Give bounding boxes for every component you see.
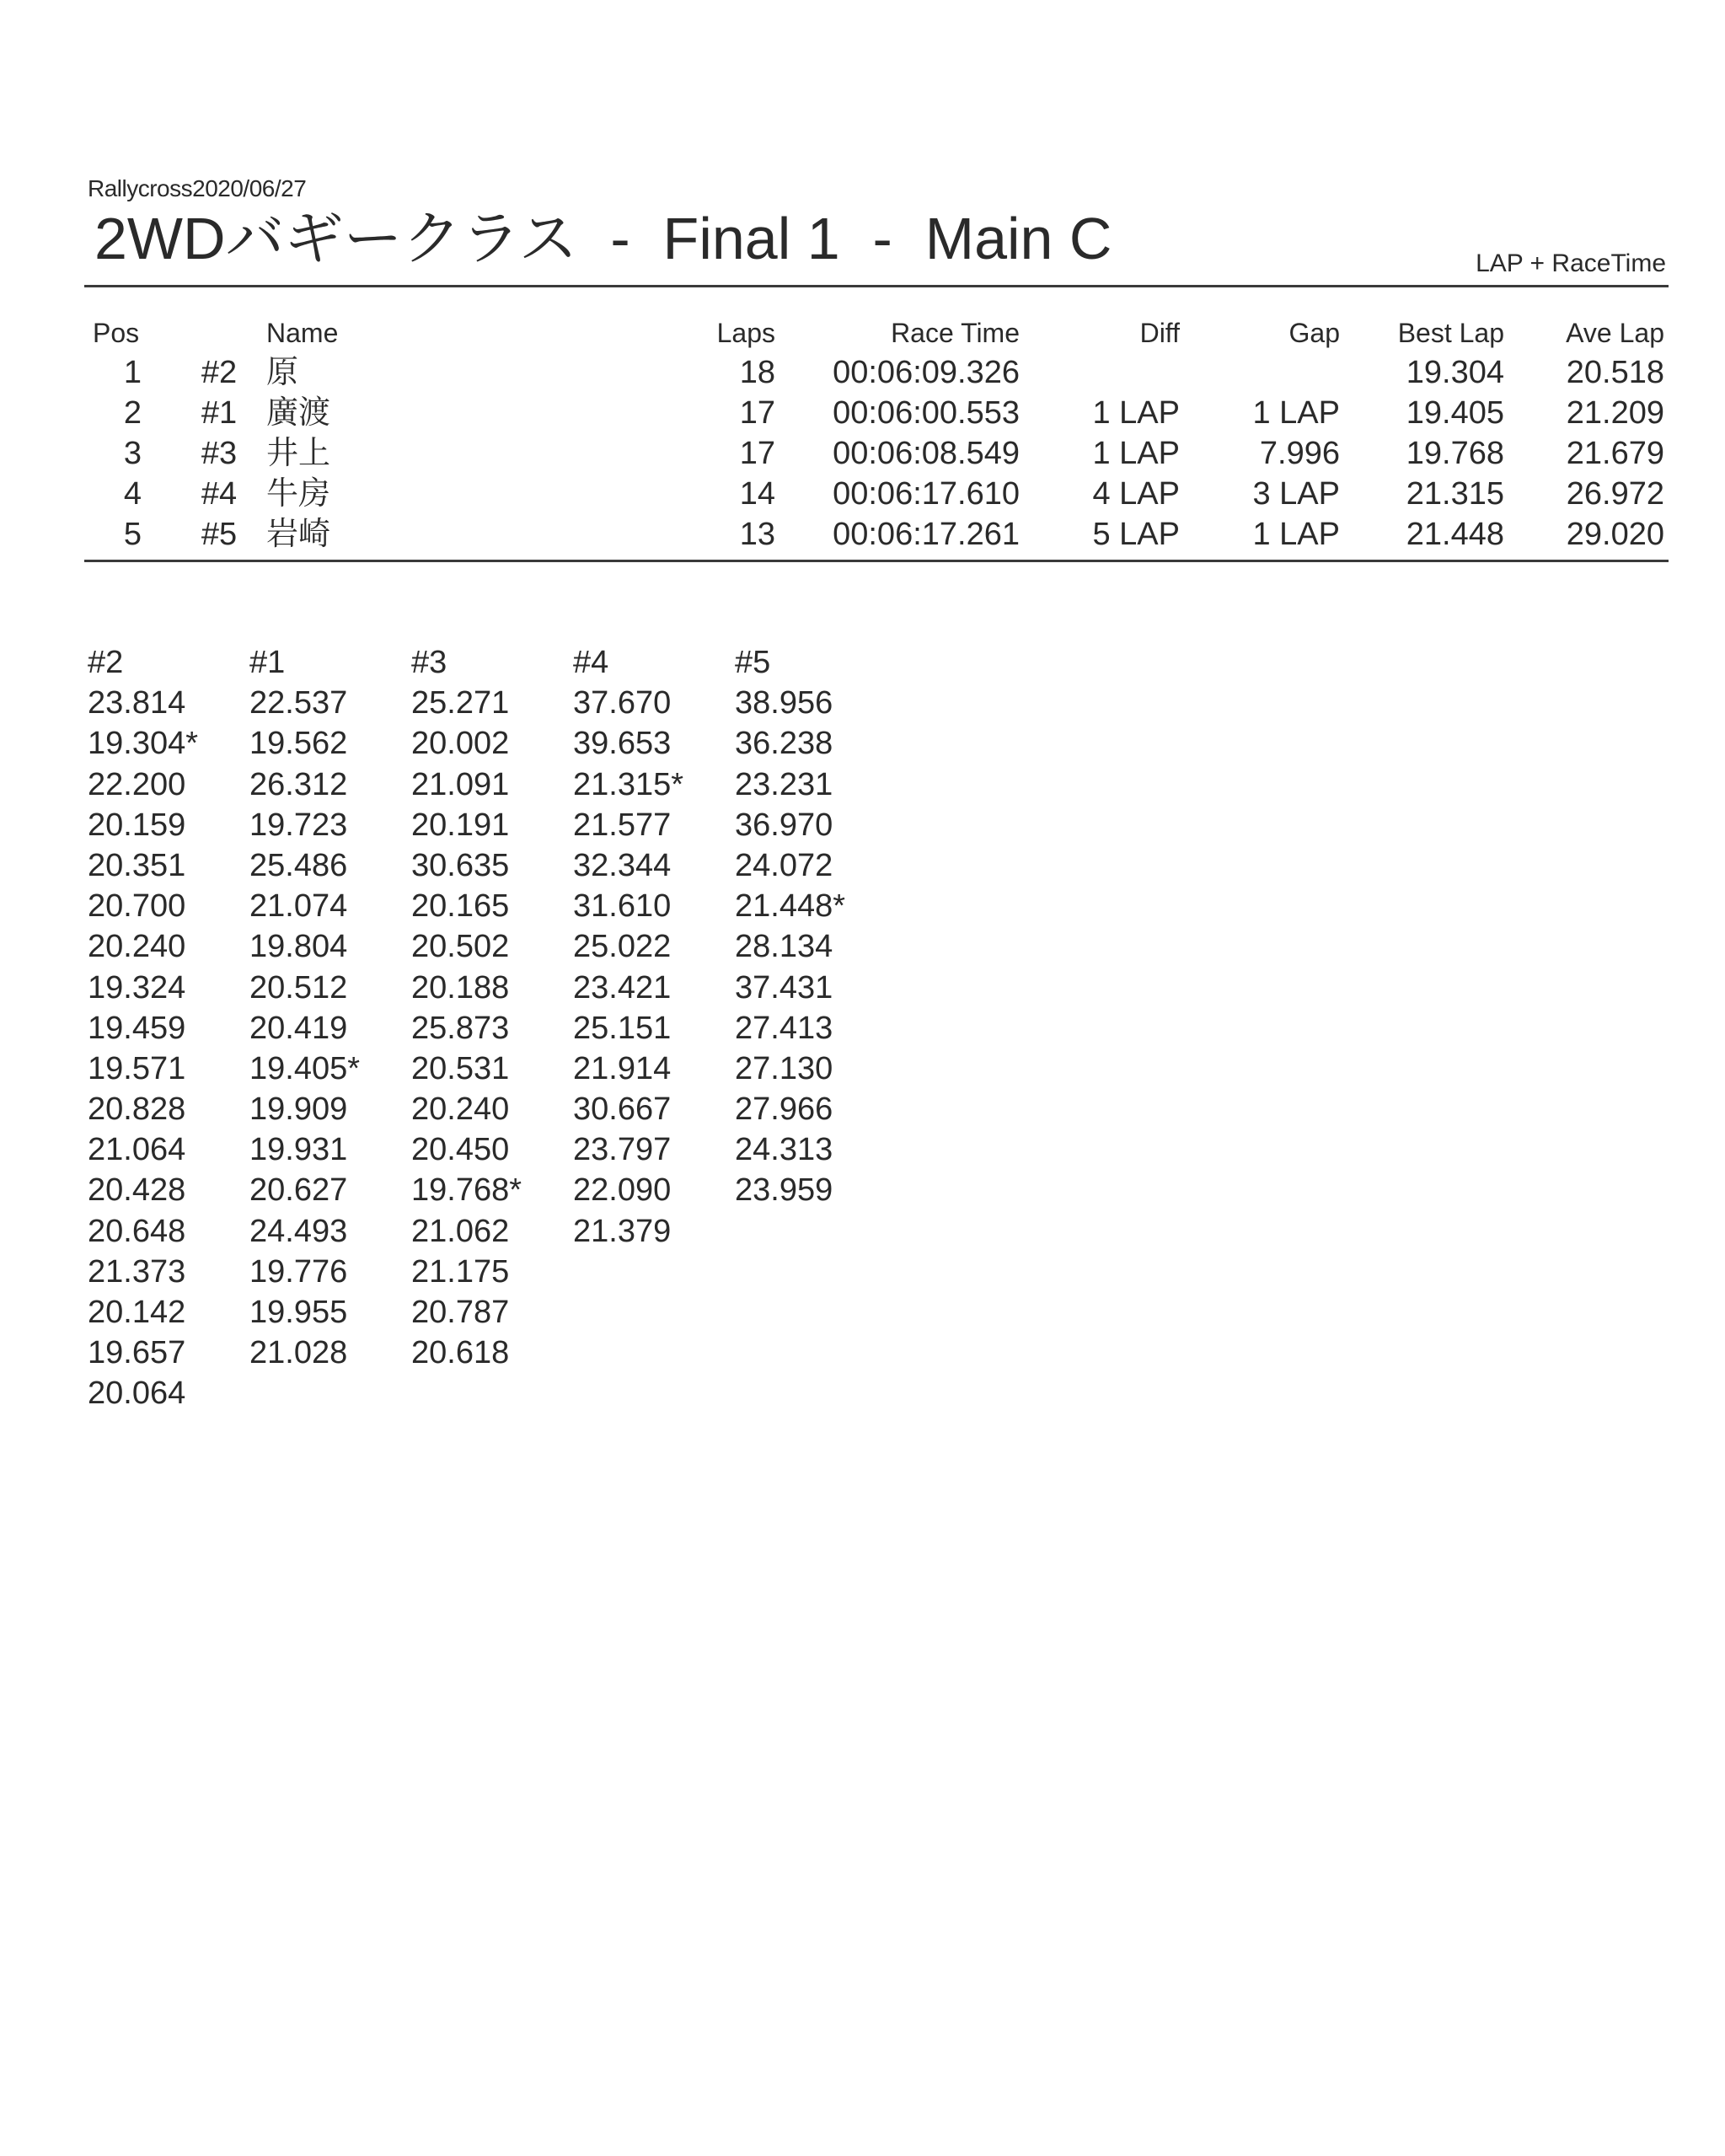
- cell-diff: 5 LAP: [1092, 517, 1180, 552]
- cell-ave-lap: 20.518: [1566, 355, 1664, 390]
- lap-time: 19.571: [88, 1050, 186, 1086]
- col-header-gap: Gap: [1288, 318, 1340, 348]
- lap-time: 21.074: [249, 888, 348, 925]
- lap-time: 20.240: [88, 929, 186, 965]
- lap-time: 36.970: [735, 807, 833, 843]
- cell-car-number: #4: [201, 476, 238, 512]
- lap-time: 25.022: [573, 929, 672, 965]
- cell-pos: 1: [123, 355, 142, 390]
- lap-time: 19.776: [249, 1253, 348, 1290]
- lap-time: 21.315*: [573, 766, 684, 802]
- col-header-diff: Diff: [1139, 318, 1180, 348]
- lap-column: [411, 642, 573, 1414]
- lap-time: 25.151: [573, 1010, 672, 1046]
- table-row: [0, 433, 1725, 474]
- lap-time: 22.537: [249, 685, 348, 721]
- cell-pos: 4: [123, 476, 142, 512]
- lap-time: 20.450: [411, 1132, 510, 1168]
- col-header-name: Name: [266, 318, 339, 348]
- table-row: [0, 393, 1725, 433]
- lap-time: 20.188: [411, 969, 510, 1006]
- lap-time: 25.271: [411, 685, 510, 721]
- lap-time: 20.787: [411, 1295, 510, 1330]
- cell-best-lap: 19.405: [1406, 395, 1504, 431]
- lap-time: 20.351: [88, 847, 186, 883]
- lap-time: 30.667: [573, 1091, 672, 1128]
- cell-gap: 7.996: [1259, 436, 1340, 471]
- lap-time: 19.955: [249, 1295, 348, 1330]
- lap-time: 20.419: [249, 1010, 348, 1046]
- cell-best-lap: 21.315: [1406, 476, 1504, 512]
- lap-time: 26.312: [249, 766, 348, 802]
- cell-race-time: 00:06:17.610: [833, 476, 1020, 512]
- lap-time: 23.959: [735, 1172, 833, 1209]
- col-header-ave-lap: Ave Lap: [1566, 318, 1664, 348]
- cell-diff: 1 LAP: [1092, 436, 1180, 471]
- cell-laps: 13: [739, 517, 775, 552]
- lap-time: 21.914: [573, 1050, 672, 1086]
- cell-gap: 1 LAP: [1252, 517, 1340, 552]
- cell-gap: 3 LAP: [1252, 476, 1340, 512]
- lap-time: 20.428: [88, 1172, 186, 1209]
- lap-time: 27.130: [735, 1050, 833, 1086]
- lap-time: 20.064: [88, 1376, 186, 1412]
- cell-car-number: #3: [201, 436, 238, 471]
- results-table: [0, 314, 1725, 555]
- cell-race-time: 00:06:00.553: [833, 395, 1020, 431]
- lap-time: 23.797: [573, 1132, 672, 1168]
- lap-time: 21.379: [573, 1213, 672, 1249]
- lap-time: 20.512: [249, 969, 348, 1006]
- cell-pos: 3: [123, 436, 142, 471]
- lap-time: 21.577: [573, 807, 672, 843]
- lap-time: 38.956: [735, 685, 833, 721]
- col-header-laps: Laps: [716, 318, 775, 348]
- cell-diff: 1 LAP: [1092, 395, 1180, 431]
- lap-time: 20.002: [411, 726, 510, 762]
- lap-time: 22.200: [88, 766, 186, 802]
- lap-time: 27.966: [735, 1091, 833, 1128]
- lap-time: 19.768*: [411, 1172, 522, 1209]
- lap-time: 20.142: [88, 1295, 186, 1330]
- table-row: [0, 352, 1725, 393]
- col-header-best-lap: Best Lap: [1397, 318, 1504, 348]
- cell-ave-lap: 29.020: [1566, 517, 1664, 552]
- cell-driver-name: 廣渡: [266, 395, 331, 431]
- lap-time: 22.090: [573, 1172, 672, 1209]
- lap-times-table: [88, 642, 897, 1414]
- lap-time: 19.723: [249, 807, 348, 843]
- cell-laps: 17: [739, 395, 775, 431]
- lap-time: 19.804: [249, 929, 348, 965]
- lap-time: 19.405*: [249, 1050, 361, 1086]
- lap-time: 19.562: [249, 726, 348, 762]
- lap-time: 24.313: [735, 1132, 833, 1168]
- cell-car-number: #5: [201, 517, 238, 552]
- lap-time: 23.421: [573, 969, 672, 1006]
- cell-driver-name: 井上: [266, 436, 331, 471]
- lap-time: 19.459: [88, 1010, 186, 1046]
- top-rule: [84, 285, 1669, 287]
- lap-column: [249, 642, 411, 1414]
- timing-mode-label: LAP + RaceTime: [1476, 249, 1666, 277]
- lap-time: 21.448*: [735, 888, 846, 925]
- bottom-rule: [84, 560, 1669, 562]
- lap-time: 19.931: [249, 1132, 348, 1168]
- lap-time: 20.627: [249, 1172, 348, 1209]
- lap-time: 25.486: [249, 847, 348, 883]
- cell-ave-lap: 26.972: [1566, 476, 1664, 512]
- lap-time: 23.814: [88, 685, 186, 721]
- event-subtitle: Rallycross2020/06/27: [88, 175, 307, 201]
- results-header-row: [0, 314, 1725, 352]
- lap-column: [735, 642, 897, 1414]
- cell-laps: 17: [739, 436, 775, 471]
- cell-car-number: #2: [201, 355, 238, 390]
- lap-column-header: #5: [735, 645, 771, 680]
- lap-time: 20.165: [411, 888, 510, 925]
- lap-time: 19.657: [88, 1335, 186, 1371]
- lap-column-header: #4: [573, 645, 609, 680]
- lap-time: 20.700: [88, 888, 186, 925]
- cell-best-lap: 19.768: [1406, 436, 1504, 471]
- lap-time: 39.653: [573, 726, 672, 762]
- lap-time: 21.064: [88, 1132, 186, 1168]
- lap-time: 24.493: [249, 1213, 348, 1249]
- cell-best-lap: 19.304: [1406, 355, 1504, 390]
- col-header-race-time: Race Time: [891, 318, 1020, 348]
- lap-time: 19.324: [88, 969, 186, 1006]
- lap-column: [573, 642, 735, 1414]
- lap-time: 36.238: [735, 726, 833, 762]
- lap-time: 25.873: [411, 1010, 510, 1046]
- lap-time: 21.175: [411, 1253, 510, 1290]
- lap-time: 37.670: [573, 685, 672, 721]
- cell-ave-lap: 21.679: [1566, 436, 1664, 471]
- lap-time: 28.134: [735, 929, 833, 965]
- cell-car-number: #1: [201, 395, 238, 431]
- cell-best-lap: 21.448: [1406, 517, 1504, 552]
- cell-ave-lap: 21.209: [1566, 395, 1664, 431]
- lap-time: 37.431: [735, 969, 833, 1006]
- lap-time: 20.531: [411, 1050, 510, 1086]
- lap-time: 21.373: [88, 1253, 186, 1290]
- lap-column: [88, 642, 249, 1414]
- cell-pos: 2: [123, 395, 142, 431]
- lap-time: 20.618: [411, 1335, 510, 1371]
- cell-driver-name: 牛房: [266, 476, 331, 512]
- cell-gap: 1 LAP: [1252, 395, 1340, 431]
- cell-race-time: 00:06:08.549: [833, 436, 1020, 471]
- lap-time: 21.062: [411, 1213, 510, 1249]
- cell-laps: 18: [739, 355, 775, 390]
- lap-column-header: #1: [249, 645, 286, 680]
- lap-time: 32.344: [573, 847, 672, 883]
- col-header-pos: Pos: [93, 318, 140, 348]
- lap-column-header: #2: [88, 645, 124, 680]
- cell-race-time: 00:06:09.326: [833, 355, 1020, 390]
- page-title: 2WDバギークラス - Final 1 - Main C: [94, 206, 1112, 271]
- cell-pos: 5: [123, 517, 142, 552]
- lap-column-header: #3: [411, 645, 447, 680]
- cell-driver-name: 岩崎: [266, 517, 331, 552]
- table-row: [0, 474, 1725, 514]
- lap-time: 23.231: [735, 766, 833, 802]
- lap-time: 21.028: [249, 1335, 348, 1371]
- lap-time: 19.304*: [88, 726, 199, 762]
- table-row: [0, 514, 1725, 555]
- cell-driver-name: 原: [266, 355, 299, 390]
- lap-time: 30.635: [411, 847, 510, 883]
- cell-diff: 4 LAP: [1092, 476, 1180, 512]
- lap-time: 20.502: [411, 929, 510, 965]
- lap-time: 31.610: [573, 888, 672, 925]
- lap-time: 24.072: [735, 847, 833, 883]
- lap-time: 19.909: [249, 1091, 348, 1128]
- lap-time: 20.240: [411, 1091, 510, 1128]
- lap-time: 20.648: [88, 1213, 186, 1249]
- cell-race-time: 00:06:17.261: [833, 517, 1020, 552]
- lap-time: 20.159: [88, 807, 186, 843]
- results-body: [0, 352, 1725, 555]
- lap-time: 20.828: [88, 1091, 186, 1128]
- lap-time: 20.191: [411, 807, 510, 843]
- lap-time: 21.091: [411, 766, 510, 802]
- lap-time: 27.413: [735, 1010, 833, 1046]
- cell-laps: 14: [739, 476, 775, 512]
